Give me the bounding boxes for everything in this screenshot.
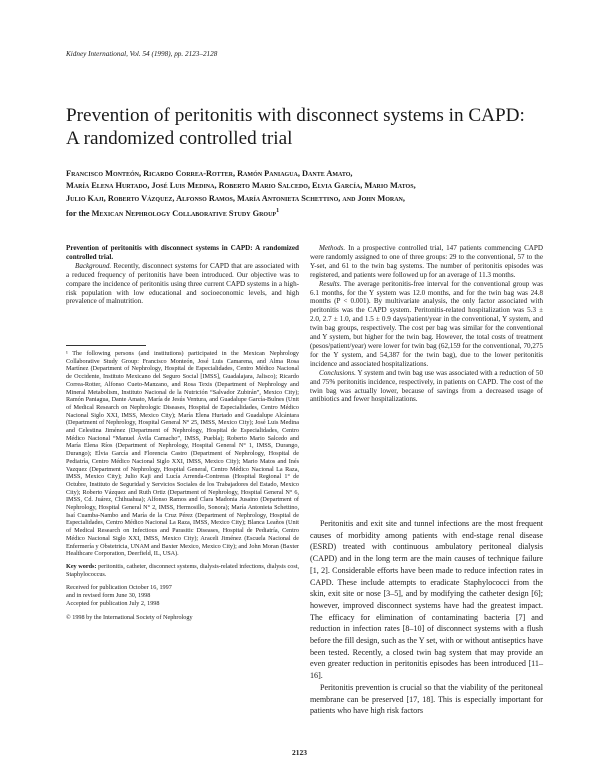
author-line-4 <box>66 205 544 220</box>
page-number: 2123 <box>292 748 307 757</box>
conclusions-text: Y system and twin bag use was associated with a reduction of 50 and 75% peritonitis incidence, respectively, in patients on CAPD. The cost of the twin bag was actually lower, because of savings from a decreased usage of antibiotics and fewer hospitalizations. <box>310 368 543 404</box>
body-text <box>310 518 543 717</box>
results-text: The average peritonitis-free interval for the conventional group was 6.1 months, for the Y system was 12.0 months, and for the twin bag was 24.8 months (P < 0.001). By multivariate analysis, the only factor associated with peritonitis was the CAPD system. Peritonitis-related hospitalization was 5.3 ± 2.0, 2.7 ± 1.0, and 1.5 ± 0.9 days/patient/year in the conventional, Y system, and twin bag groups, respectively. The cost per bag was similar for the conventional and Y system, but higher for the twin bag. However, the total costs of treatment (pesos/patient/year) were lower for twin bag (62,159 for the conventional, 70,275 for the Y system, and 54,387 for the twin bag), due to the lower peritonitis incidence and associated hospitalizations. <box>310 279 543 368</box>
affiliations-footnote: ¹ The following persons (and institutions) participated in the Mexican Nephrology Collaborative Study Group: Francisco Monteón, José Luis Camarena, and Alma Rosa Martínez (Department of Nephrology, Hospital de Especialidades, Centro Médico Nacional de Occidente, Instituto Mexicano del Seguro Social [IMSS], Guadalajara, Jalisco); Ricardo Correa-Rotter, Alfonso Cueto-Manzano, and Rosa Texis (Department of Nephrology and Mineral Metabolism, Instituto Nacional de la Nutrición “Salvador Zubirán”, Mexico City); Ramón Paniagua, Dante Amato, María de Jesús Ventura, and Guadalupe García-Bulnes (Unit of Medical Research on Nephrologic Diseases, Hospital de Especialidades, Centro Médico Nacional Siglo XXI, IMSS, Mexico City); María Elena Hurtado and Guadalupe Alcántara (Department of Nephrology, Hospital General N° 25, IMSS, Mexico City); José Luis Medina and Celestina Jiménez (Department of Nephrology, Hospital de Especialidades, Centro Médico Nacional “Manuel Ávila Camacho”, IMSS, Puebla); Roberto Mario Salcedo and María Elena Ríos (Department of Nephrology, Hospital General N° 1, IMSS, Durango, Durango); Elvia García and Florencia Castro (Department of Nephrology, Hospital de Pediatría, Centro Médico Nacional Siglo XXI, IMSS, Mexico City); Mario Matos and Inés Vazquez (Department of Nephrology, Hospital General, Centro Médico Nacional La Raza, IMSS, Mexico City); Julio Kaji and Lucía Arrenda-Contreras (Hospital Regional 1° de Octubre, Instituto de Seguridad y Servicios Sociales de los Trabajadores del Estado, Mexico City); Roberto Vázquez and Ruth Ortiz (Department of Nephrology, Hospital General N° 6, IMSS, Cd. Juárez, Chihuahua); Alfonso Ramos and Clara Madonia Jusaino (Department of Nephrology, Hospital General N° 2, IMSS, Hermosillo, Sonora); María Antonieta Schettino, Isaí Cuamba-Nambo and María de la Cruz Pérez (Department of Nephrology, Hospital de Especialidades, Centro Médico Nacional La Raza, IMSS, Mexico City); Blanca Leaños (Unit of Medical Research on Infectious and Parasitic Diseases, Hospital de Pediatría, Centro Médico Nacional Siglo XXI, IMSS, Mexico City); Araceli Jiménez (Escuela Nacional de Enfermería y Obstetricia, UNAM and Baxter Mexico, Mexico City); and John Moran (Baxter Healthcare Corporation, Deerfield, IL, USA). <box>66 350 299 558</box>
study-group-name: Mexican Nephrology Collaborative Study Group <box>91 208 277 218</box>
background-label: Background. <box>75 261 112 270</box>
author-line-2: María Elena Hurtado, José Luis Medina, Roberto Mario Salcedo, Elvia García, Mario Matos, <box>66 181 416 191</box>
title-line-2: A randomized controlled trial <box>66 128 293 149</box>
abstract-left <box>66 244 299 306</box>
footnote-rule <box>66 345 146 346</box>
abstract-heading: Prevention of peritonitis with disconnect systems in CAPD: A randomized controlled trial. <box>66 244 299 261</box>
revised-date: and in revised form June 30, 1998 <box>66 592 151 600</box>
keywords-label: Key words: <box>66 562 97 570</box>
footnote-block <box>66 350 299 621</box>
body-paragraph-2: Peritonitis prevention is crucial so that the viability of the peritoneal membrane can be preserved [17, 18]. This is especially important for patients who have high risk factors <box>310 682 543 716</box>
methods-text: In a prospective controlled trial, 147 patients commencing CAPD were randomly assigned to one of three groups: 29 to the conventional, 57 to the Y-set, and 61 to the twin bag systems. The number of peritonitis episodes was registered, and patients were followed up for an average of 11.3 months. <box>310 244 543 279</box>
conclusions-label: Conclusions. <box>319 368 356 377</box>
title-line-1: Prevention of peritonitis with disconnect systems in CAPD: <box>66 105 525 126</box>
background-text: Recently, disconnect systems for CAPD that are associated with a reduced frequency of peritonitis have been introduced. Our objective was to compare the incidence of peritonitis using three current CAPD systems in a high-risk population with low educational and socioeconomic levels, and high prevalence of malnutrition. <box>66 261 299 306</box>
author-list <box>66 168 544 220</box>
results-label: Results. <box>319 279 342 288</box>
author-prefix: for the <box>66 208 92 218</box>
received-date: Received for publication October 16, 1997 <box>66 584 172 592</box>
author-line-3: Julio Kaji, Roberto Vázquez, Alfonso Ramos, María Antonieta Schettino, and John Moran, <box>66 193 405 203</box>
article-title <box>66 104 546 150</box>
footnote-marker: 1 <box>276 208 280 215</box>
copyright: © 1998 by the International Society of Nephrology <box>66 613 193 621</box>
methods-label: Methods. <box>319 244 346 252</box>
keywords-text: peritonitis, catheter, disconnect systems, dialysis-related infections, dialysis cost, Staphylococcus. <box>66 562 299 578</box>
author-line-1: Francisco Monteón, Ricardo Correa-Rotter, Ramón Paniagua, Dante Amato, <box>66 169 353 178</box>
accepted-date: Accepted for publication July 2, 1998 <box>66 599 160 607</box>
journal-citation: Kidney International, Vol. 54 (1998), pp. 2123–2128 <box>66 50 218 58</box>
body-paragraph-1: Peritonitis and exit site and tunnel infections are the most frequent causes of morbidity among patients with end-stage renal disease (ESRD) treated with continuous ambulatory peritoneal dialysis (CAPD) and in the long term are the main causes of technique failure [1, 2]. Considerable efforts have been made to reduce infection rates in CAPD. These include attempts to eradicate Staphylococci from the skin, exit site or nose [3–5], and by modifying the catheter design [6]; however, improved disconnect systems have had the greatest impact. The efficacy for elimination of contaminating bacteria [7] and reduction in infection rates [8–10] of disconnect systems with a flush before the fill design, such as the Y set, with or without antiseptics have been tested. Recently, a closed twin bag system that may provide an even greater reduction in peritonitis episodes has been introduced [11–16]. <box>310 519 543 681</box>
abstract-right <box>310 244 543 404</box>
